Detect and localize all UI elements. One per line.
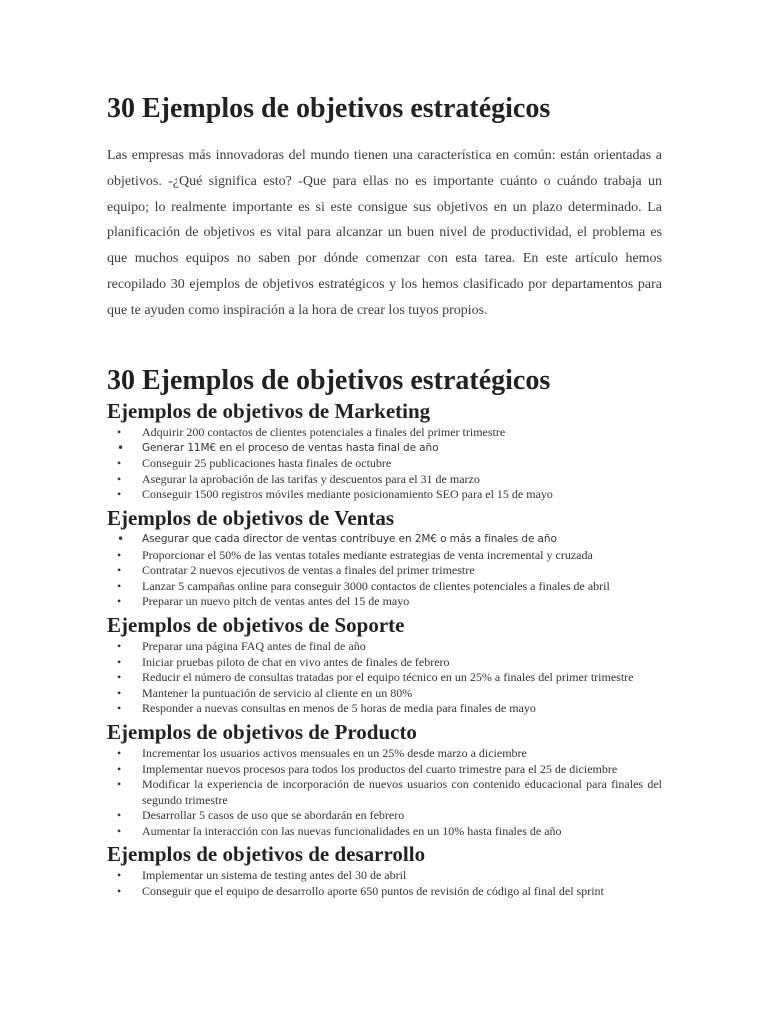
list-item: • Preparar un nuevo pitch de ventas antes del 15 de mayo (107, 594, 662, 610)
list-item: • Conseguir que el equipo de desarrollo aporte 650 puntos de revisión de código al final del sprint (107, 884, 662, 900)
list-item: • Asegurar que cada director de ventas contribuye en 2M€ o más a finales de año (107, 532, 662, 548)
list-item: • Asegurar la aprobación de las tarifas y descuentos para el 31 de marzo (107, 472, 662, 488)
list-item: • Iniciar pruebas piloto de chat en vivo antes de finales de febrero (107, 655, 662, 671)
list-item: • Proporcionar el 50% de las ventas totales mediante estrategias de venta incremental y cruzada (107, 548, 662, 564)
list-item: • Desarrollar 5 casos de uso que se abordarán en febrero (107, 808, 662, 824)
list-item: • Generar 11M€ en el proceso de ventas hasta final de año (107, 441, 662, 457)
marketing-heading: Ejemplos de objetivos de Marketing (107, 399, 431, 423)
soporte-list (107, 639, 662, 717)
list-item: • Conseguir 1500 registros móviles mediante posicionamiento SEO para el 15 de mayo (107, 487, 662, 503)
list-item: • Aumentar la interacción con las nuevas funcionalidades en un 10% hasta finales de año (107, 824, 662, 840)
list-item: • Mantener la puntuación de servicio al cliente en un 80% (107, 686, 662, 702)
list-item: • Reducir el número de consultas tratadas por el equipo técnico en un 25% a finales del primer trimestre (107, 670, 662, 686)
intro-paragraph: Las empresas más innovadoras del mundo tienen una característica en común: están orientadas a objetivos. -¿Qué significa esto? -Que para ellas no es importante cuánto o cuándo trabaja un equipo; lo realmente importante es si este consigue sus objetivos en un plazo determinado. La planificación de objetivos es vital para alcanzar un buen nivel de productividad, el problema es que muchos equipos no saben por dónde comenzar con esta tarea. En este artículo hemos recopilado 30 ejemplos de objetivos estratégicos y los hemos clasificado por departamentos para que te ayuden como inspiración a la hora de crear los tuyos propios. (107, 148, 662, 318)
producto-list (107, 746, 662, 840)
list-item: • Preparar una página FAQ antes de final de año (107, 639, 662, 655)
soporte-heading: Ejemplos de objetivos de Soporte (107, 612, 405, 637)
desarrollo-list (107, 868, 662, 899)
list-item: • Lanzar 5 campañas online para conseguir 3000 contactos de clientes potenciales a finales de abril (107, 579, 662, 595)
desarrollo-heading: Ejemplos de objetivos de desarrollo (107, 842, 426, 867)
list-item: • Implementar un sistema de testing antes del 30 de abril (107, 868, 662, 884)
list-item: • Incrementar los usuarios activos mensuales en un 25% desde marzo a diciembre (107, 746, 662, 762)
list-item: • Implementar nuevos procesos para todos los productos del cuarto trimestre para el 25 de diciembre (107, 762, 662, 778)
producto-heading: Ejemplos de objetivos de Producto (107, 719, 417, 744)
document-content (107, 364, 662, 902)
section-title: 30 Ejemplos de objetivos estratégicos (107, 365, 551, 396)
ventas-list (107, 532, 662, 610)
marketing-list (107, 425, 662, 503)
ventas-heading: Ejemplos de objetivos de Ventas (107, 505, 395, 530)
list-item: • Adquirir 200 contactos de clientes potenciales a finales del primer trimestre (107, 425, 662, 441)
list-item: • Responder a nuevas consultas en menos de 5 horas de media para finales de mayo (107, 701, 662, 717)
list-item: • Modificar la experiencia de incorporación de nuevos usuarios con contenido educacional para finales del segundo trimestre (107, 777, 662, 808)
list-item: • Contratar 2 nuevos ejecutivos de ventas a finales del primer trimestre (107, 563, 662, 579)
list-item: • Conseguir 25 publicaciones hasta finales de octubre (107, 456, 662, 472)
document-title: 30 Ejemplos de objetivos estratégicos (107, 93, 551, 124)
